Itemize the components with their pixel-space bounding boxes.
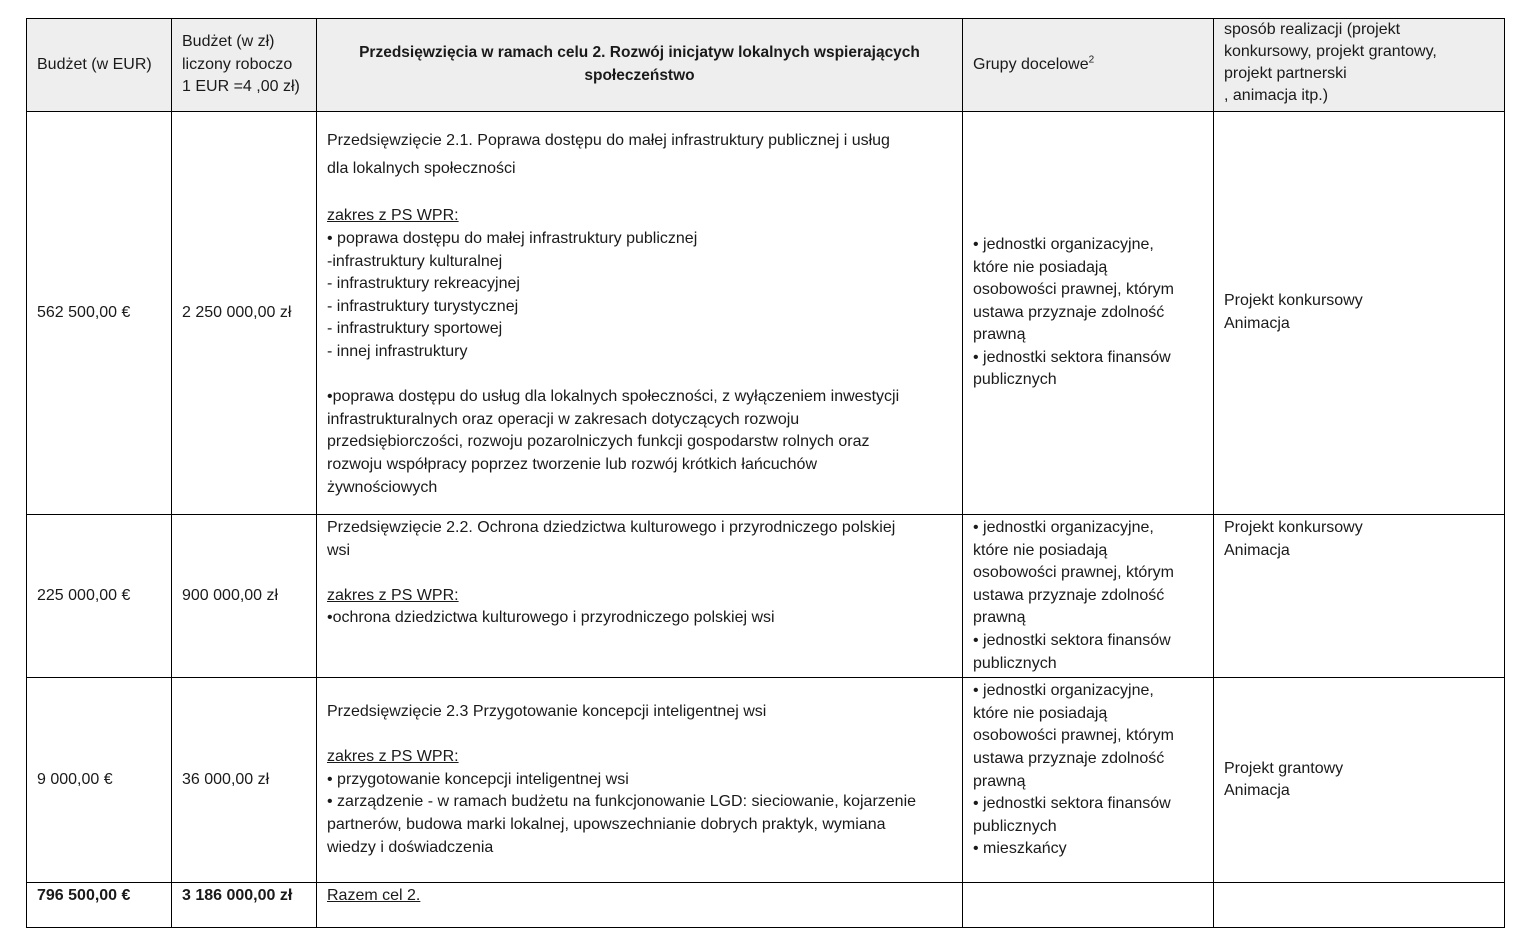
target-groups-cell: • jednostki organizacyjne, które nie posiadają osobowości prawnej, którym ustawa przyznaje zdolność prawną • jednostki sektora finansów publicznych <box>963 112 1214 515</box>
total-label-cell <box>317 883 963 928</box>
project-title: Przedsięwzięcie 2.1. Poprawa dostępu do małej infrastruktury publicznej i usług dla lokalnych społeczności <box>327 131 890 177</box>
scope-item: partnerów, budowa marki lokalnej, upowszechnianie dobrych praktyk, wymiana <box>327 816 886 834</box>
header-target-groups: Grupy docelowe$^2$ <box>963 19 1214 112</box>
table-header-row <box>27 19 1505 112</box>
budget-eur-cell: 562 500,00 € <box>27 112 172 515</box>
scope-item: -infrastruktury kulturalnej <box>327 252 503 270</box>
scope-extra: rozwoju współpracy poprzez tworzenie lub rozwój krótkich łańcuchów <box>327 455 817 473</box>
project-title: Przedsięwzięcie 2.3 Przygotowanie koncepcji inteligentnej wsi <box>327 703 767 721</box>
header-budget-eur: Budżet (w EUR) <box>27 19 172 112</box>
table-row <box>27 112 1505 515</box>
project-title: Przedsięwzięcie 2.2. Ochrona dziedzictwa kulturowego i przyrodniczego polskiej <box>327 519 896 536</box>
budget-eur-cell: 225 000,00 € <box>27 515 172 678</box>
scope-label: zakres z PS WPR: <box>327 748 459 766</box>
scope-extra: •poprawa dostępu do usług dla lokalnych społeczności, z wyłączeniem inwestycji <box>327 388 900 406</box>
total-row <box>27 883 1505 928</box>
scope-item: - infrastruktury rekreacyjnej <box>327 275 520 293</box>
total-budget-eur: 796 500,00 € <box>27 883 172 928</box>
project-cell: Przedsięwzięcie 2.2. Ochrona dziedzictwa kulturowego i przyrodniczego polskiej wsi zakres z PS WPR: •ochrona dziedzictwa kulturowego i przyrodniczego polskiej wsi <box>317 515 963 678</box>
target-groups-cell: • jednostki organizacyjne, które nie posiadają osobowości prawnej, którym ustawa przyznaje zdolność prawną • jednostki sektora finansów publicznych <box>963 515 1214 678</box>
scope-item: - infrastruktury sportowej <box>327 320 503 338</box>
method-cell: Projekt konkursowy Animacja <box>1214 515 1505 678</box>
scope-extra: infrastrukturalnych oraz operacji w zakresach dotyczących rozwoju <box>327 410 800 428</box>
method-cell: Projekt konkursowy Animacja <box>1214 112 1505 515</box>
project-cell <box>317 112 963 515</box>
header-budget-pln: Budżet (w zł) liczony roboczo 1 EUR =4 ,00 zł) <box>172 19 317 112</box>
header-method: sposób realizacji (projekt konkursowy, projekt grantowy, projekt partnerski , animacja itp.) <box>1214 19 1505 112</box>
budget-table <box>26 18 1505 928</box>
project-cell <box>317 678 963 883</box>
scope-item: • przygotowanie koncepcji inteligentnej wsi <box>327 770 629 788</box>
scope-item: • zarządzenie - w ramach budżetu na funkcjonowanie LGD: sieciowanie, kojarzenie <box>327 793 917 811</box>
budget-pln-cell: 2 250 000,00 zł <box>172 112 317 515</box>
table-row <box>27 678 1505 883</box>
scope-extra: przedsiębiorczości, rozwoju pozarolniczych funkcji gospodarstw rolnych oraz <box>327 433 870 451</box>
empty-cell <box>963 883 1214 928</box>
scope-item: wiedzy i doświadczenia <box>327 838 494 856</box>
scope-item: - innej infrastruktury <box>327 343 468 360</box>
footnote-ref: 2 <box>1088 54 1095 66</box>
budget-eur-cell: 9 000,00 € <box>27 678 172 883</box>
budget-pln-cell: 900 000,00 zł <box>172 515 317 678</box>
budget-pln-cell: 36 000,00 zł <box>172 678 317 883</box>
method-cell: Projekt grantowy Animacja <box>1214 678 1505 883</box>
total-label: Razem cel 2. <box>327 887 421 905</box>
total-budget-pln: 3 186 000,00 zł <box>172 883 317 928</box>
scope-extra: żywnościowych <box>327 478 438 496</box>
table-row <box>27 515 1505 678</box>
scope-item: - infrastruktury turystycznej <box>327 297 519 315</box>
scope-item: •ochrona dziedzictwa kulturowego i przyrodniczego polskiej wsi <box>327 609 775 627</box>
empty-cell <box>1214 883 1505 928</box>
scope-label: zakres z PS WPR: <box>327 207 459 225</box>
scope-item: • poprawa dostępu do małej infrastruktury publicznej <box>327 230 698 248</box>
target-groups-cell: • jednostki organizacyjne, które nie posiadają osobowości prawnej, którym ustawa przyznaje zdolność prawną • jednostki sektora finansów publicznych • mieszkańcy <box>963 678 1214 883</box>
scope-label: zakres z PS WPR: <box>327 586 459 604</box>
header-projects: Przedsięwzięcia w ramach celu 2. Rozwój inicjatyw lokalnych wspierających społeczeństwo <box>317 19 963 112</box>
